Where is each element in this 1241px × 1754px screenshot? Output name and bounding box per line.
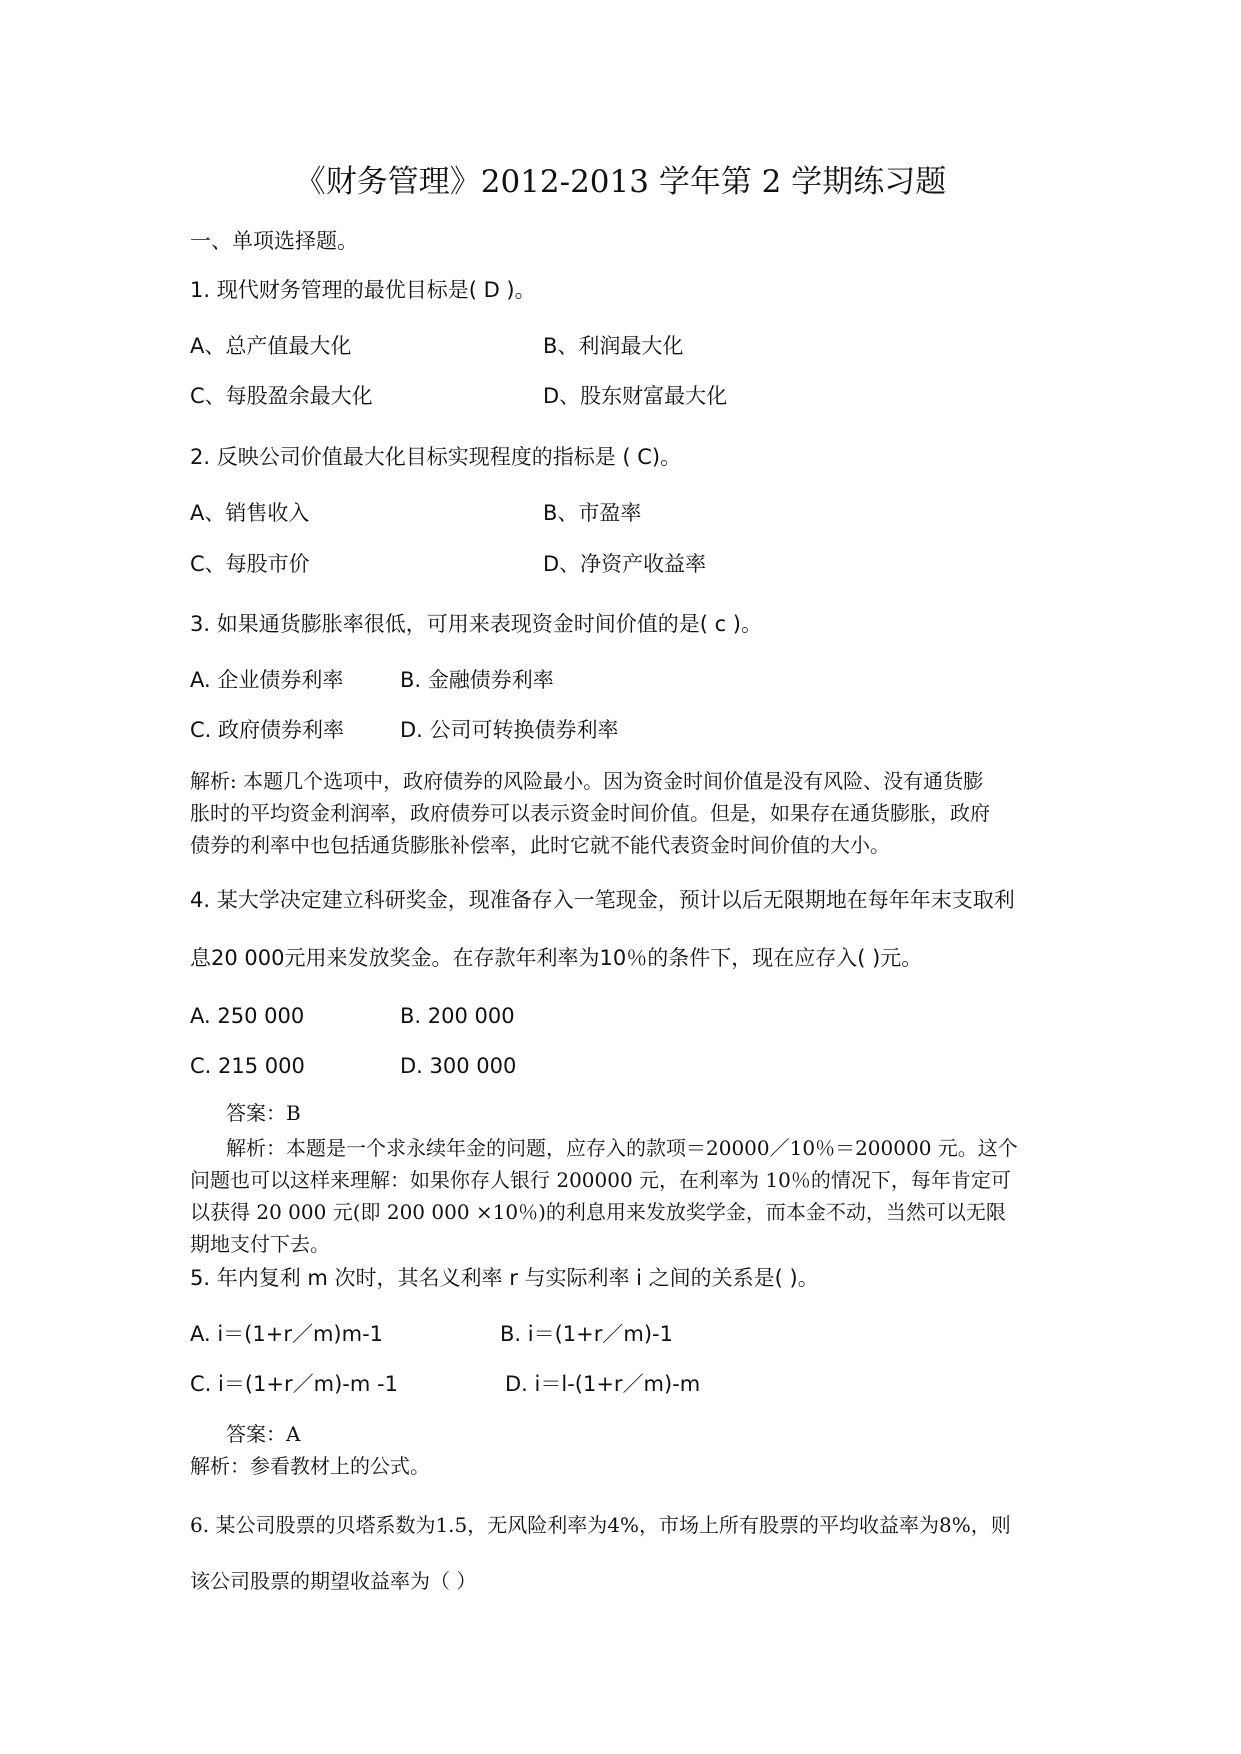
analysis-line: 解析：本题是一个求永续年金的问题，应存入的款项＝20000／10％＝200000 元。这个 (226, 1136, 1018, 1160)
question-5-option-b: B. i＝(1+r／m)-1 (500, 1322, 673, 1346)
analysis-line: 问题也可以这样来理解：如果你存人银行 200000 元，在利率为 10％的情况下，每年肯定可 (190, 1168, 1011, 1192)
section-heading: 一、单项选择题。 (190, 229, 358, 253)
question-4-stem-line-1: 4. 某大学决定建立科研奖金，现准备存入一笔现金，预计以后无限期地在每年年末支取利 (190, 888, 1015, 912)
analysis-line: 债券的利率中也包括通货膨胀补偿率，此时它就不能代表资金时间价值的大小。 (190, 833, 890, 857)
question-2-option-b: B、市盈率 (543, 501, 642, 525)
analysis-line: 以获得 20 000 元(即 200 000 ×10％)的利息用来发放奖学金，而本金不动，当然可以无限 (190, 1200, 1006, 1224)
question-5-analysis: 解析：参看教材上的公式。 (190, 1454, 430, 1478)
analysis-line: 胀时的平均资金利润率，政府债券可以表示资金时间价值。但是，如果存在通货膨胀，政府 (190, 801, 990, 825)
question-1-option-b: B、利润最大化 (543, 334, 684, 358)
question-3-option-b: B. 金融债券利率 (400, 668, 554, 692)
question-4-option-b: B. 200 000 (400, 1004, 515, 1028)
question-3-stem: 3. 如果通货膨胀率很低，可用来表现资金时间价值的是( c )。 (190, 612, 762, 636)
question-1-option-a: A、总产值最大化 (190, 334, 352, 358)
question-2-option-d: D、净资产收益率 (543, 552, 707, 576)
question-4-option-d: D. 300 000 (400, 1054, 517, 1078)
question-3-option-d: D. 公司可转换债券利率 (400, 718, 619, 742)
question-5-stem: 5. 年内复利 m 次时，其名义利率 r 与实际利率 i 之间的关系是( )。 (190, 1266, 819, 1290)
question-3-option-a: A. 企业债券利率 (190, 668, 344, 692)
page-title: 《财务管理》2012-2013 学年第 2 学期练习题 (294, 164, 947, 200)
analysis-line: 期地支付下去。 (190, 1232, 330, 1256)
question-3-option-c: C. 政府债券利率 (190, 718, 345, 742)
question-4-option-c: C. 215 000 (190, 1054, 305, 1078)
question-6-stem-line-2: 该公司股票的期望收益率为（ ） (190, 1569, 477, 1593)
question-6-stem-line-1: 6. 某公司股票的贝塔系数为1.5，无风险利率为4%，市场上所有股票的平均收益率为8%，则 (190, 1513, 1011, 1537)
question-1-stem: 1. 现代财务管理的最优目标是( D )。 (190, 278, 536, 302)
question-5-answer: 答案：A (226, 1422, 301, 1446)
question-4-answer: 答案：B (226, 1101, 301, 1125)
question-5-option-d: D. i＝l-(1+r／m)-m (505, 1372, 701, 1396)
analysis-line: 解析: 本题几个选项中，政府债券的风险最小。因为资金时间价值是没有风险、没有通货膨 (190, 769, 984, 793)
question-2-option-a: A、销售收入 (190, 501, 310, 525)
question-1-option-d: D、股东财富最大化 (543, 384, 728, 408)
question-4-analysis (190, 1132, 1060, 1260)
question-5-option-c: C. i＝(1+r／m)-m -1 (190, 1372, 398, 1396)
question-2-option-c: C、每股市价 (190, 552, 310, 576)
question-5-option-a: A. i＝(1+r／m)m-1 (190, 1322, 384, 1346)
question-3-analysis (190, 765, 1060, 861)
question-2-stem: 2. 反映公司价值最大化目标实现程度的指标是 ( C)。 (190, 445, 682, 469)
question-4-option-a: A. 250 000 (190, 1004, 305, 1028)
question-1-option-c: C、每股盈余最大化 (190, 384, 373, 408)
question-4-stem-line-2: 息20 000元用来发放奖金。在存款年利率为10％的条件下，现在应存入( )元。 (190, 946, 923, 970)
